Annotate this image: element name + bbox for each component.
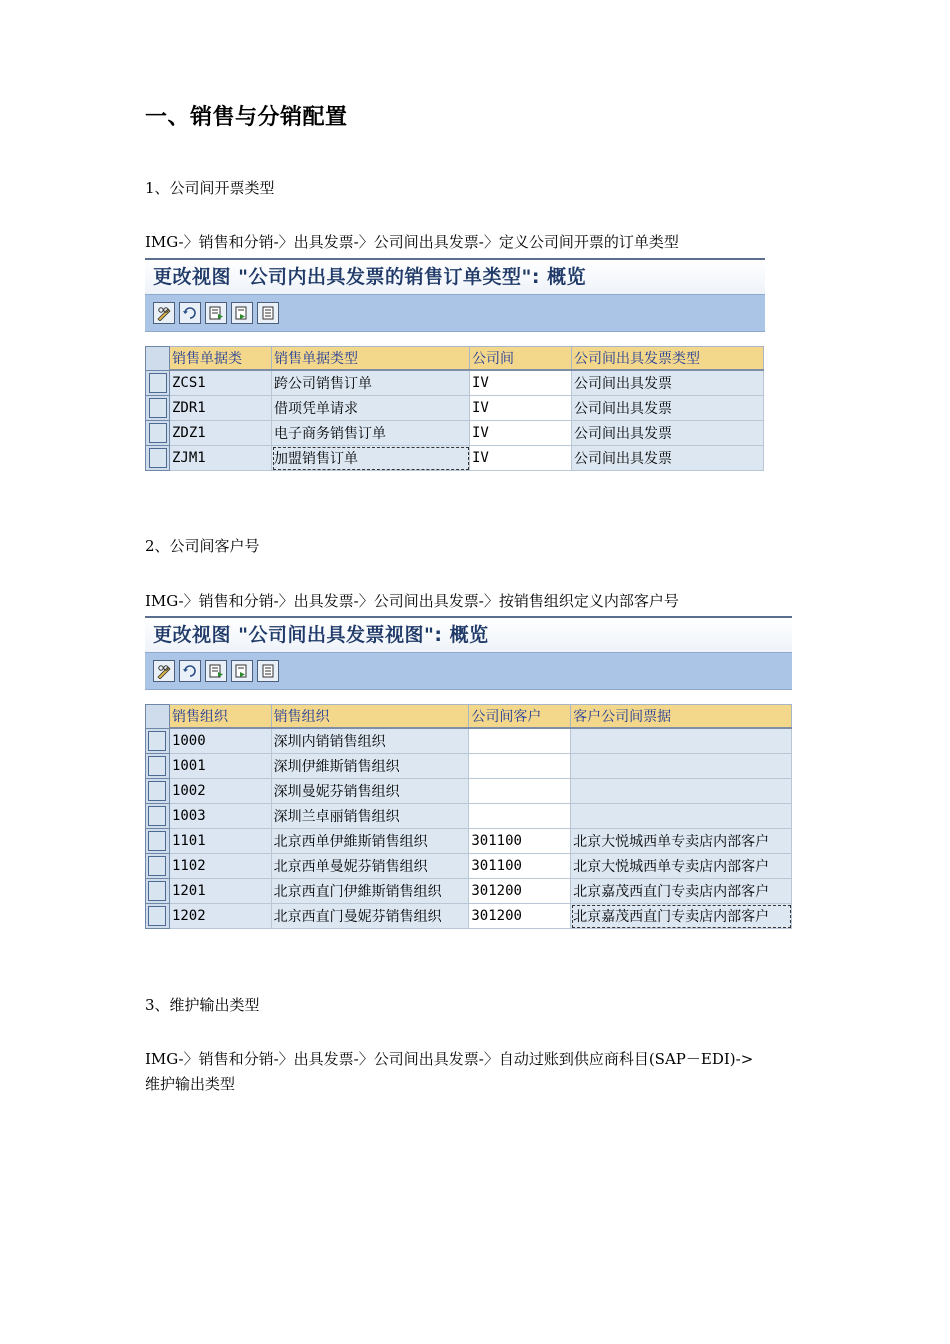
row-selector[interactable] (146, 370, 170, 396)
table-cell: 1003 (169, 804, 271, 829)
section-3-path-line-2: 维护输出类型 (145, 1075, 236, 1093)
table-row (146, 854, 792, 879)
table-cell: 跨公司销售订单 (272, 370, 470, 396)
table-cell-focused: 加盟销售订单 (272, 446, 470, 471)
section-1-title: 1、公司间开票类型 (145, 179, 275, 197)
refresh-icon[interactable] (179, 660, 201, 682)
row-selector[interactable] (146, 879, 170, 904)
table-cell: ZDR1 (170, 396, 272, 421)
table-cell: ZDZ1 (170, 421, 272, 446)
column-header[interactable]: 客户公司间票据 (571, 705, 792, 729)
table-cell: 深圳曼妮芬销售组织 (271, 779, 469, 804)
table-row (146, 879, 792, 904)
table-cell-focused: 北京嘉茂西直门专卖店内部客户 (571, 904, 792, 929)
select-all-cell[interactable] (146, 705, 170, 729)
row-selector[interactable] (146, 829, 170, 854)
table-cell: ZCS1 (170, 370, 272, 396)
row-selector[interactable] (146, 728, 170, 754)
table-cell: 公司间出具发票 (572, 421, 764, 446)
table-cell-input[interactable]: IV (470, 446, 572, 471)
export-icon[interactable] (205, 660, 227, 682)
table-row (146, 779, 792, 804)
row-selector[interactable] (146, 854, 170, 879)
table-row (146, 421, 764, 446)
column-header[interactable]: 公司间客户 (469, 705, 571, 729)
page-heading: 一、销售与分销配置 (145, 105, 348, 130)
table-cell: 北京嘉茂西直门专卖店内部客户 (571, 879, 792, 904)
export-icon[interactable] (205, 302, 227, 324)
table-cell-input[interactable] (469, 754, 571, 779)
table-cell-input[interactable]: 301200 (469, 879, 571, 904)
table-cell: 公司间出具发票 (572, 370, 764, 396)
row-selector[interactable] (146, 804, 170, 829)
table-row (146, 728, 792, 754)
table-cell: 1102 (169, 854, 271, 879)
column-header[interactable]: 销售组织 (271, 705, 469, 729)
table-cell (571, 804, 792, 829)
table-cell: 1002 (169, 779, 271, 804)
table-cell: 1202 (169, 904, 271, 929)
table-cell: 北京西直门伊維斯销售组织 (271, 879, 469, 904)
table-cell: 公司间出具发票 (572, 446, 764, 471)
sap-toolbar (145, 294, 765, 332)
sap-toolbar (145, 652, 792, 690)
row-selector[interactable] (146, 779, 170, 804)
table-cell: 深圳内销销售组织 (271, 728, 469, 754)
table-cell: 北京大悦城西单专卖店内部客户 (571, 829, 792, 854)
select-all-cell[interactable] (146, 347, 170, 371)
section-3-path-line-1: IMG-〉销售和分销-〉出具发票-〉公司间出具发票-〉自动过账到供应商科目(SAP－EDI)-> (145, 1050, 754, 1068)
column-header[interactable]: 公司间出具发票类型 (572, 347, 764, 371)
row-selector[interactable] (146, 446, 170, 471)
table-cell-input[interactable]: IV (470, 421, 572, 446)
table-cell: 深圳伊維斯销售组织 (271, 754, 469, 779)
table-row (146, 446, 764, 471)
table-cell: 1201 (169, 879, 271, 904)
column-header[interactable]: 公司间 (470, 347, 572, 371)
document-icon[interactable] (257, 660, 279, 682)
table-cell: 电子商务销售订单 (272, 421, 470, 446)
row-selector[interactable] (146, 754, 170, 779)
table-cell: 深圳兰卓丽销售组织 (271, 804, 469, 829)
table-cell (571, 754, 792, 779)
table-cell: ZJM1 (170, 446, 272, 471)
table-cell: 1101 (169, 829, 271, 854)
sap-screen-title: 更改视图 "公司内出具发票的销售订单类型": 概览 (145, 258, 765, 294)
table-cell: 借项凭单请求 (272, 396, 470, 421)
column-header[interactable]: 销售单据类 (170, 347, 272, 371)
table-cell-input[interactable]: 301100 (469, 854, 571, 879)
pencil-glasses-icon[interactable] (153, 660, 175, 682)
table-cell (571, 779, 792, 804)
table-cell: 北京大悦城西单专卖店内部客户 (571, 854, 792, 879)
section-2-path: IMG-〉销售和分销-〉出具发票-〉公司间出具发票-〉按销售组织定义内部客户号 (145, 592, 679, 610)
section-1-path: IMG-〉销售和分销-〉出具发票-〉公司间出具发票-〉定义公司间开票的订单类型 (145, 233, 679, 251)
table-row (146, 804, 792, 829)
document-icon[interactable] (257, 302, 279, 324)
row-selector[interactable] (146, 421, 170, 446)
table-cell-input[interactable] (469, 804, 571, 829)
section-2-title: 2、公司间客户号 (145, 537, 260, 555)
row-selector[interactable] (146, 904, 170, 929)
table-row (146, 754, 792, 779)
table-cell-input[interactable]: 301100 (469, 829, 571, 854)
table-cell-input[interactable] (469, 779, 571, 804)
table-cell: 公司间出具发票 (572, 396, 764, 421)
sap-screen-1 (145, 258, 765, 471)
table-cell (571, 728, 792, 754)
sap-screen-2 (145, 616, 792, 929)
refresh-icon[interactable] (179, 302, 201, 324)
table-cell: 北京西单曼妮芬销售组织 (271, 854, 469, 879)
table-cell: 1001 (169, 754, 271, 779)
table-row (146, 370, 764, 396)
table-row (146, 829, 792, 854)
section-3-title: 3、维护输出类型 (145, 996, 260, 1014)
pencil-glasses-icon[interactable] (153, 302, 175, 324)
order-type-table (145, 346, 764, 471)
sap-screen-title: 更改视图 "公司间出具发票视图": 概览 (145, 616, 792, 652)
table-cell: 1000 (169, 728, 271, 754)
table-row (146, 396, 764, 421)
row-selector[interactable] (146, 396, 170, 421)
table-cell-input[interactable] (469, 728, 571, 754)
table-cell-input[interactable]: IV (470, 370, 572, 396)
table-cell-input[interactable]: 301200 (469, 904, 571, 929)
intercompany-customer-table (145, 704, 792, 929)
table-cell: 北京西直门曼妮芬销售组织 (271, 904, 469, 929)
import-icon[interactable] (231, 302, 253, 324)
table-cell-input[interactable]: IV (470, 396, 572, 421)
column-header[interactable]: 销售单据类型 (272, 347, 470, 371)
column-header[interactable]: 销售组织 (169, 705, 271, 729)
table-row (146, 904, 792, 929)
import-icon[interactable] (231, 660, 253, 682)
table-cell: 北京西单伊維斯销售组织 (271, 829, 469, 854)
